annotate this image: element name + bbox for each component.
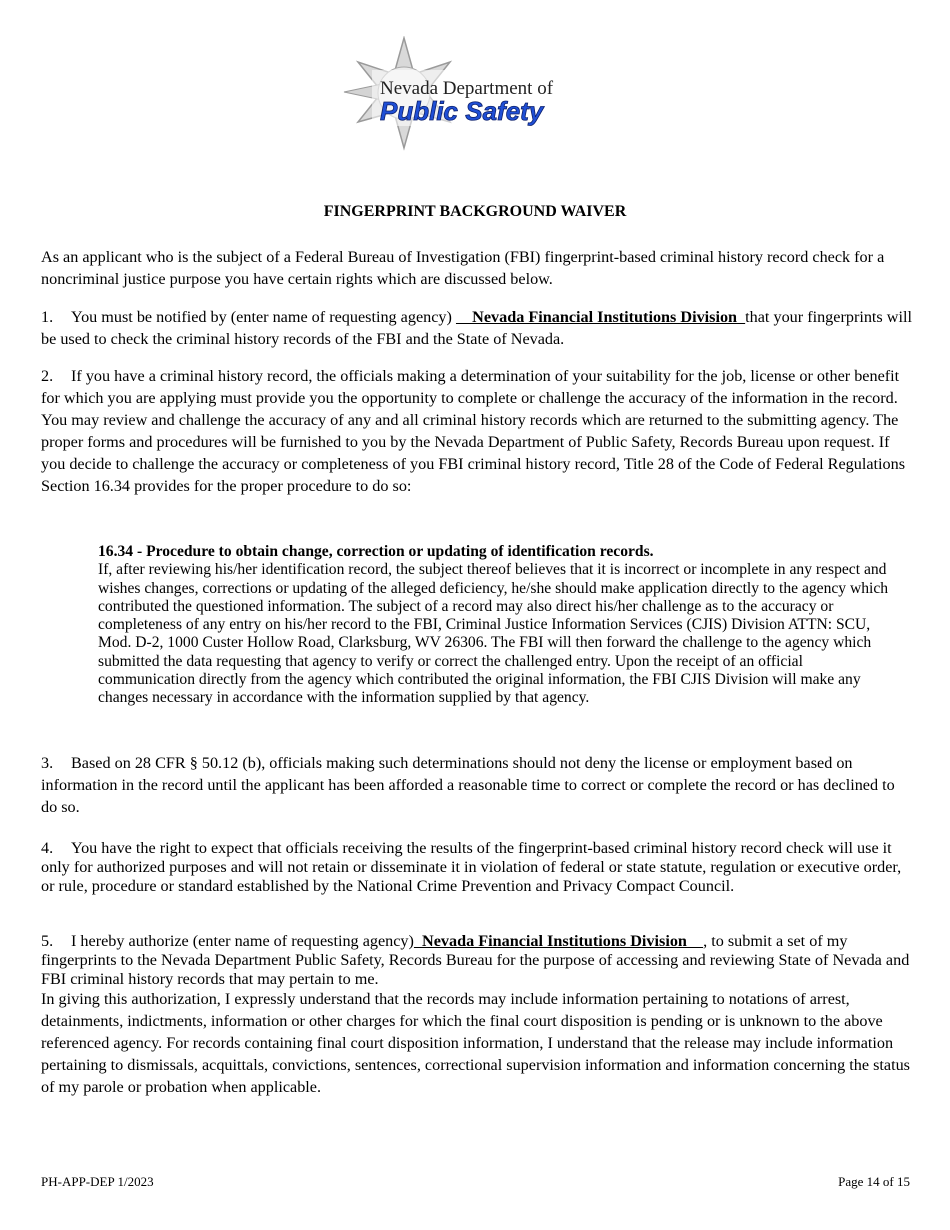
star-badge-icon — [338, 36, 610, 154]
item-2 — [41, 365, 913, 497]
item-5-number: 5. — [41, 932, 54, 950]
item-2-number: 2. — [41, 367, 54, 385]
item-3-number: 3. — [41, 754, 54, 772]
page-title: FINGERPRINT BACKGROUND WAIVER — [323, 203, 627, 220]
item-2-text: If you have a criminal history record, the officials making a determination of your suitability for the job, license or other benefit for which you are applying must provide you the opportunity to complete or challenge the accuracy of the information in the record. You may review and challenge the accuracy of any and all criminal history records which are returned to the submitting agency. The proper forms and procedures will be furnished to you by the Nevada Department of Public Safety, Records Bureau upon request. If you decide to challenge the accuracy or completeness of you FBI criminal history record, Title 28 of the Code of Federal Regulations Section 16.34 provides for the proper procedure to do so: — [41, 367, 905, 495]
dps-logo — [338, 36, 610, 154]
item-1 — [41, 306, 913, 350]
item-5-agency: Nevada Financial Institutions Division — [413, 932, 704, 950]
item-4 — [41, 839, 913, 896]
item-5-after: , to submit a set of my fingerprints to the Nevada Department Public Safety, Records Bureau for the purpose of accessing and reviewing State of Nevada and FBI criminal history records that may pertain to me. — [41, 932, 910, 988]
item-4-text: You have the right to expect that officials receiving the results of the fingerprint-based criminal history record check will use it only for authorized purposes and will not retain or disseminate it in violation of federal or state statute, regulation or executive order, or rule, procedure or standard established by the National Crime Prevention and Privacy Compact Council. — [41, 839, 902, 895]
regulation-heading: 16.34 - Procedure to obtain change, correction or updating of identification records. — [98, 543, 654, 560]
item-1-number: 1. — [41, 308, 54, 326]
item-1-agency: Nevada Financial Institutions Division — [455, 308, 746, 326]
item-1-before: You must be notified by (enter name of requesting agency) — [71, 308, 452, 326]
logo-line1: Nevada Department of — [380, 78, 554, 99]
page-number: Page 14 of 15 — [838, 1174, 910, 1189]
regulation-body: If, after reviewing his/her identification record, the subject thereof believes that it is incorrect or incomplete in any respect and wishes changes, corrections or updating of the alleged deficiency, he/she should make application directly to the agency which contributed the questioned information. The subject of a record may also direct his/her challenge as to the accuracy or completeness of any entry on his/her record to the FBI, Criminal Justice Information Services (CJIS) Division ATTN: SCU, Mod. D-2, 1000 Custer Hollow Road, Clarksburg, WV 26306. The FBI will then forward the challenge to the agency which submitted the data requesting that agency to verify or correct the challenged entry. Upon the receipt of an official communication directly from the agency which contributed the original information, the FBI CJIS Division will make any changes necessary in accordance with the information supplied by that agency. — [98, 561, 889, 707]
item-4-number: 4. — [41, 839, 54, 857]
item-3 — [41, 752, 913, 818]
logo-line2: Public Safety — [380, 96, 544, 126]
item-3-text: Based on 28 CFR § 50.12 (b), officials making such determinations should not deny the license or employment based on information in the record until the applicant has been afforded a reasonable time to correct or complete the record or has declined to do so. — [41, 754, 895, 816]
item-5-before: I hereby authorize (enter name of requesting agency) — [71, 932, 414, 950]
regulation-quote — [98, 543, 898, 708]
intro-paragraph: As an applicant who is the subject of a Federal Bureau of Investigation (FBI) fingerprint-based criminal history record check for a noncriminal justice purpose you have certain rights which are discussed below. — [41, 248, 885, 288]
item-5 — [41, 932, 913, 989]
item-1-after: that your fingerprints will be used to check the criminal history records of the FBI and the State of Nevada. — [41, 308, 912, 348]
form-id: PH-APP-DEP 1/2023 — [41, 1174, 154, 1189]
item-5-continuation: In giving this authorization, I expressly understand that the records may include information pertaining to notations of arrest, detainments, indictments, information or other charges for which the final court disposition is pending or is unknown to the above referenced agency. For records containing final court disposition information, I understand that the release may include information pertaining to dismissals, acquittals, convictions, sentences, correctional supervision information and information concerning the status of my parole or probation when applicable. — [41, 990, 910, 1096]
